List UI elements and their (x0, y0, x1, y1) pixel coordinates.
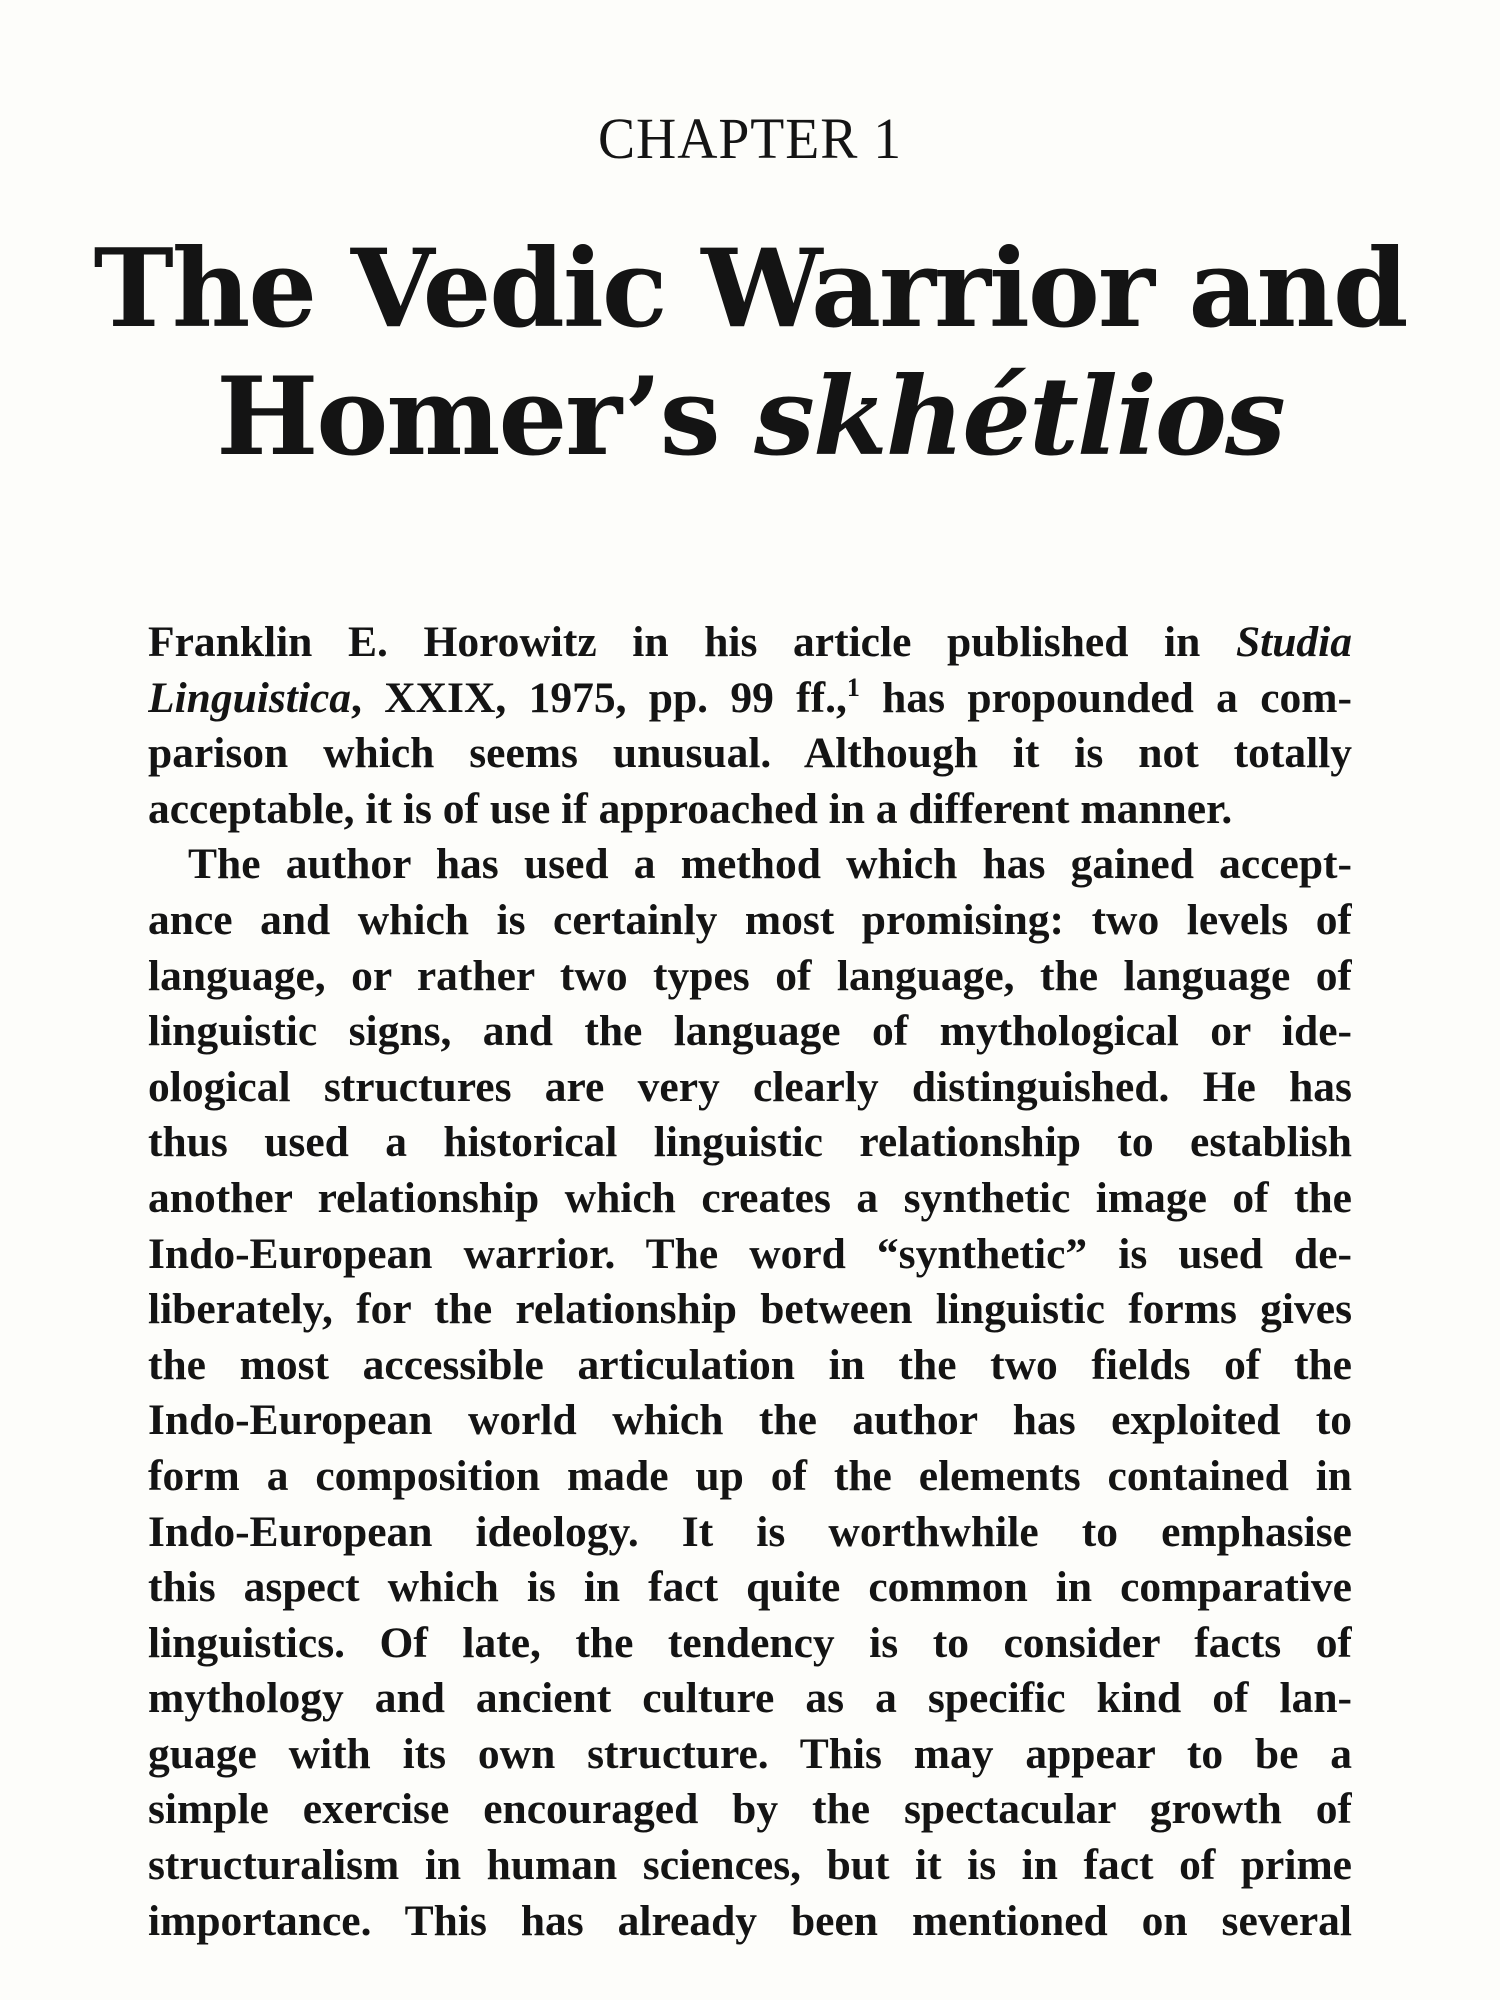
text-run: mythology and ancient culture as a specific kind of lan- (148, 1674, 1352, 1723)
text-line (148, 1838, 1352, 1894)
text-run: another relationship which creates a synthetic image of the (148, 1173, 1352, 1222)
text-line (148, 1282, 1352, 1338)
text-run: The author has used a method which has gained accept- (188, 840, 1352, 889)
text-run: guage with its own structure. This may appear to be a (148, 1729, 1352, 1778)
text-line (148, 1338, 1352, 1394)
italic-text: Linguistica (148, 673, 352, 722)
text-line (148, 1060, 1352, 1116)
chapter-number: CHAPTER 1 (597, 106, 903, 171)
text-line (148, 671, 1352, 727)
chapter-title-plain: Homer’s (216, 354, 755, 480)
text-line (148, 1727, 1352, 1783)
footnote-marker: 1 (846, 672, 860, 702)
text-run: has propounded a com- (859, 673, 1352, 722)
text-line (148, 782, 1352, 838)
text-run: Indo-European ideology. It is worthwhile to emphasise (148, 1507, 1352, 1556)
chapter-title-line-2 (0, 353, 1500, 481)
text-run: structuralism in human sciences, but it is in fact of prime (148, 1841, 1352, 1890)
text-run: form a composition made up of the elements contained in (148, 1451, 1352, 1500)
text-run: ological structures are very clearly distinguished. He has (148, 1062, 1352, 1111)
text-run: liberately, for the relationship between linguistic forms gives (148, 1285, 1352, 1334)
text-line (148, 1171, 1352, 1227)
text-run: Indo-European world which the author has exploited to (148, 1396, 1352, 1445)
text-line (148, 949, 1352, 1005)
text-run: this aspect which is in fact quite common in comparative (148, 1563, 1352, 1612)
text-run: linguistic signs, and the language of mythological or ide- (148, 1007, 1352, 1056)
text-line (148, 615, 1352, 671)
text-run: the most accessible articulation in the two fields of the (148, 1340, 1352, 1389)
text-run: Indo-European warrior. The word “synthetic” is used de- (148, 1229, 1352, 1278)
text-run: importance. This has already been mentioned on several (148, 1896, 1352, 1945)
text-line (148, 726, 1352, 782)
paragraph-2 (148, 837, 1352, 1949)
text-run: ance and which is certainly most promising: two levels of (148, 895, 1352, 944)
text-run: simple exercise encouraged by the spectacular growth of (148, 1785, 1352, 1834)
chapter-title-italic: skhétlios (754, 354, 1284, 480)
text-run: language, or rather two types of language, the language of (148, 951, 1352, 1000)
text-line (148, 1560, 1352, 1616)
text-line (148, 1115, 1352, 1171)
text-run: acceptable, it is of use if approached in a different manner. (148, 784, 1233, 833)
text-line (148, 837, 1352, 893)
chapter-title (0, 225, 1500, 481)
text-line (148, 1004, 1352, 1060)
text-line (148, 893, 1352, 949)
text-line (148, 1671, 1352, 1727)
text-line (148, 1449, 1352, 1505)
text-line (148, 1393, 1352, 1449)
paragraph-1 (148, 615, 1352, 837)
text-run: thus used a historical linguistic relationship to establish (148, 1118, 1352, 1167)
text-run: linguistics. Of late, the tendency is to consider facts of (148, 1618, 1352, 1667)
italic-text: Studia (1235, 618, 1352, 666)
text-line (148, 1227, 1352, 1283)
text-line (148, 1782, 1352, 1838)
text-line (148, 1894, 1352, 1950)
text-run: , XXIX, 1975, pp. 99 ff., (351, 673, 847, 722)
text-line (148, 1616, 1352, 1672)
body-text (148, 615, 1352, 1949)
chapter-title-line-1: The Vedic Warrior and (93, 226, 1407, 352)
text-line (148, 1505, 1352, 1561)
text-run: Franklin E. Horowitz in his article published in (148, 618, 1236, 666)
text-run: parison which seems unusual. Although it is not totally (148, 729, 1352, 778)
